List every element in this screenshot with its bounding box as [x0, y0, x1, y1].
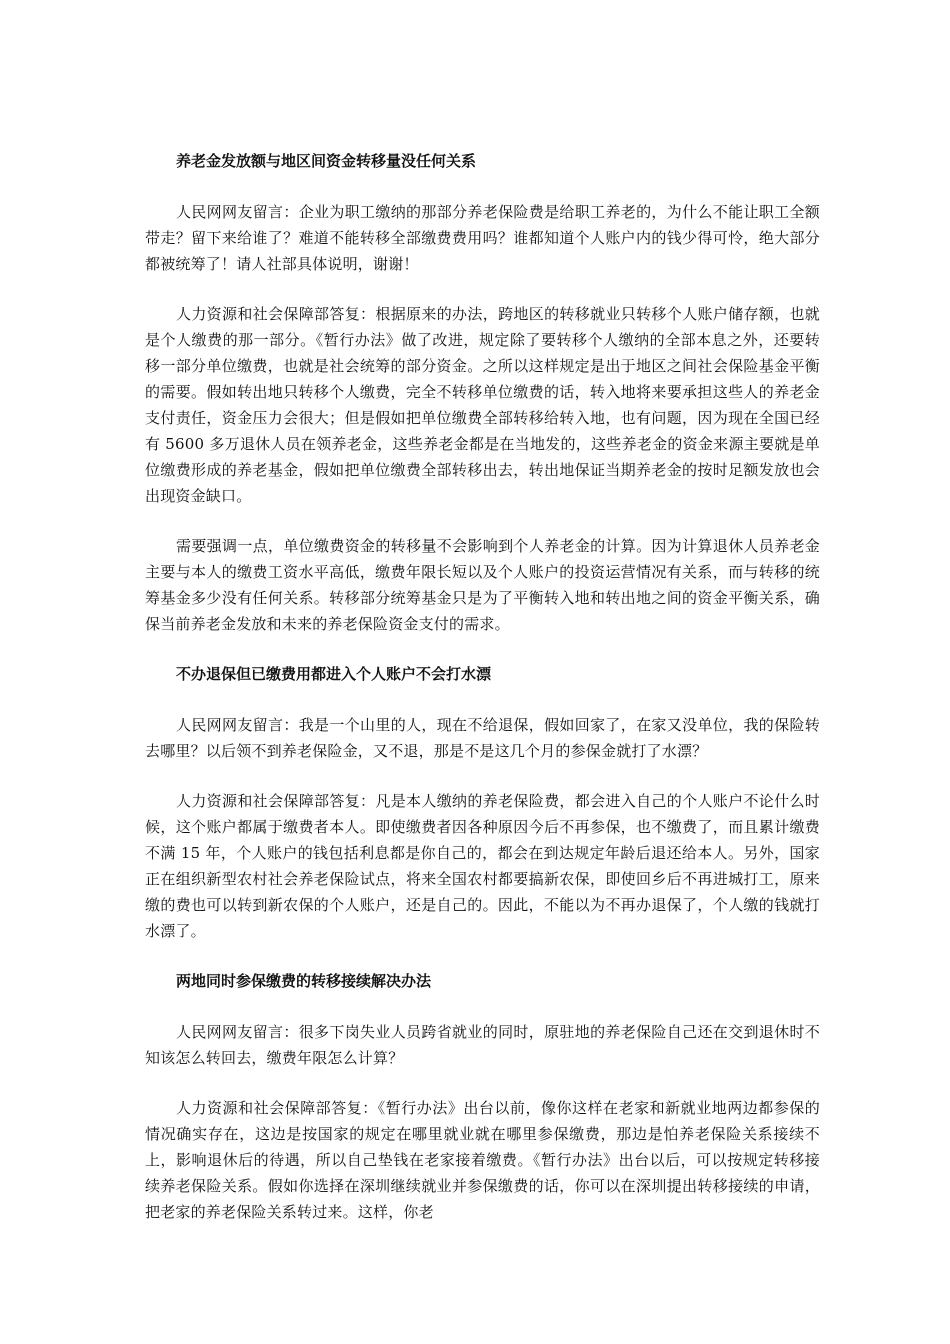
- section-heading: 养老金发放额与地区间资金转移量没任何关系: [176, 152, 477, 170]
- document-page: [145, 148, 820, 1225]
- paragraph: 人力资源和社会保障部答复：凡是本人缴纳的养老保险费，都会进入自己的个人账户不论什么时候，这个账户都属于缴费者本人。即使缴费者因各种原因今后不再参保，也不缴费了，而且累计缴费不满 15 年，个人账户的钱包括利息都是你自己的，都会在到达规定年龄后退还给本人。另外，国家正在组织新型农村社会养老保险试点，将来全国农村都要搞新农保，即使回乡后不再进城打工，原来缴的费也可以转到新农保的个人账户，还是自己的。因此，不能以为不再办退保了，个人缴的钱就打水漂了。: [145, 792, 820, 940]
- paragraph: 人力资源和社会保障部答复：《暂行办法》出台以前，像你这样在老家和新就业地两边都参保的情况确实存在，这边是按国家的规定在哪里就业就在哪里参保缴费，那边是怕养老保险关系接续不上，影响退休后的待遇，所以自己垫钱在老家接着缴费。《暂行办法》出台以后，可以按规定转移接续养老保险关系。假如你选择在深圳继续就业并参保缴费的话，你可以在深圳提出转移接续的申请，把老家的养老保险关系转过来。这样，你老: [145, 1099, 820, 1221]
- paragraph: 人民网网友留言：很多下岗失业人员跨省就业的同时，原驻地的养老保险自己还在交到退休时不知该怎么转回去，缴费年限怎么计算？: [145, 1023, 820, 1067]
- section-heading: 不办退保但已缴费用都进入个人账户不会打水漂: [176, 665, 492, 683]
- section-2: [145, 661, 820, 968]
- section-3: [145, 968, 820, 1225]
- paragraph: 人力资源和社会保障部答复：根据原来的办法，跨地区的转移就业只转移个人账户储存额，也就是个人缴费的那一部分。《暂行办法》做了改进，规定除了要转移个人缴纳的全部本息之外，还要转移一部分单位缴费，也就是社会统筹的部分资金。之所以这样规定是出于地区之间社会保险基金平衡的需要。假如转出地只转移个人缴费，完全不转移单位缴费的话，转入地将来要承担这些人的养老金支付责任，资金压力会很大；但是假如把单位缴费全部转移给转入地，也有问题，因为现在全国已经有 5600 多万退休人员在领养老金，这些养老金都是在当地发的，这些养老金的资金来源主要就是单位缴费形成的养老基金，假如把单位缴费全部转移出去，转出地保证当期养老金的按时足额发放也会出现资金缺口。: [145, 305, 820, 505]
- paragraph: 人民网网友留言：我是一个山里的人，现在不给退保，假如回家了，在家又没单位，我的保险转去哪里？以后领不到养老保险金，又不退，那是不是这几个月的参保金就打了水漂？: [145, 716, 820, 760]
- section-1: [145, 148, 820, 661]
- paragraph: 人民网网友留言：企业为职工缴纳的那部分养老保险费是给职工养老的，为什么不能让职工全额带走？留下来给谁了？难道不能转移全部缴费费用吗？谁都知道个人账户内的钱少得可怜，绝大部分都被统筹了！请人社部具体说明，谢谢！: [145, 203, 820, 273]
- section-heading: 两地同时参保缴费的转移接续解决办法: [176, 972, 432, 990]
- paragraph: 需要强调一点，单位缴费资金的转移量不会影响到个人养老金的计算。因为计算退休人员养老金主要与本人的缴费工资水平高低，缴费年限长短以及个人账户的投资运营情况有关系，而与转移的统筹基金多少没有任何关系。转移部分统筹基金只是为了平衡转入地和转出地之间的资金平衡关系，确保当前养老金发放和未来的养老保险资金支付的需求。: [145, 537, 820, 633]
